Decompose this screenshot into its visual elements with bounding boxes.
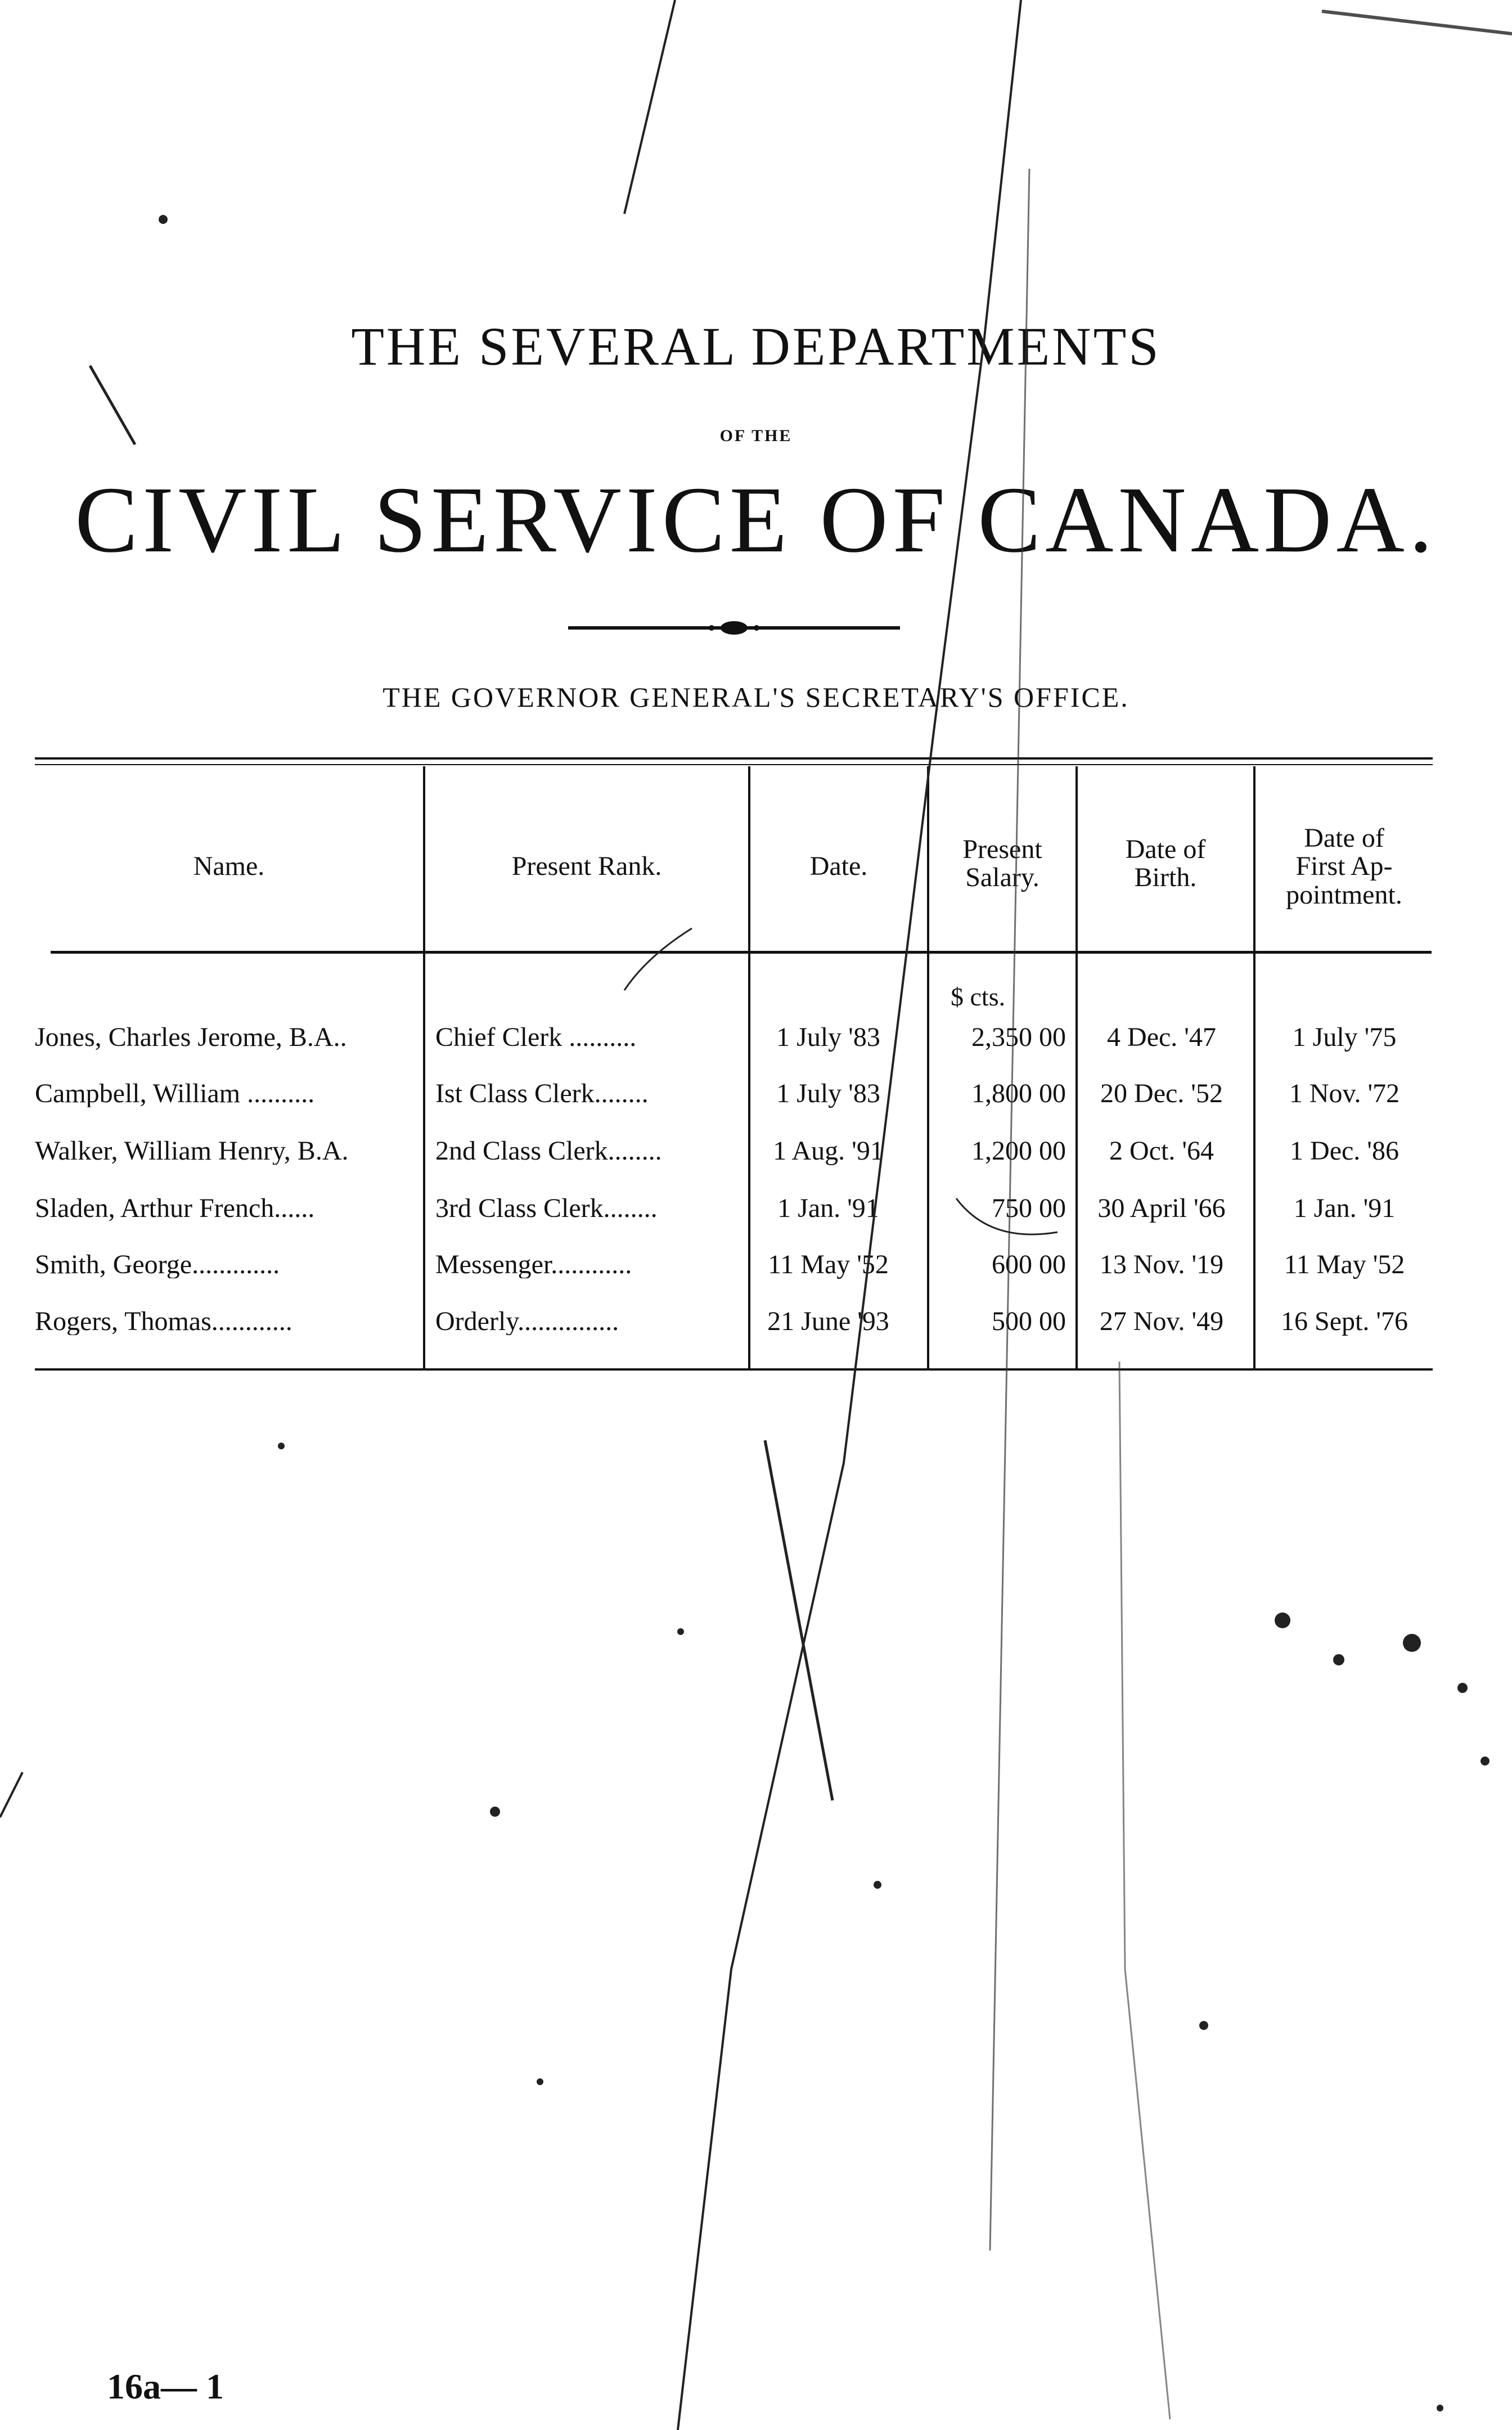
cell-first-appointment: 1 Nov. '72	[1289, 1079, 1400, 1108]
table-top-rule-2	[35, 764, 1433, 765]
cell-date: 11 May '52	[768, 1250, 889, 1279]
cell-rank: 2nd Class Clerk........	[435, 1138, 662, 1165]
cell-rank: Orderly...............	[435, 1308, 619, 1335]
header-first-line3: pointment.	[1286, 879, 1402, 910]
header-date: Date.	[809, 851, 868, 881]
cell-first-appointment: 1 Jan. '91	[1293, 1193, 1396, 1223]
cell-birth: 13 Nov. '19	[1099, 1250, 1224, 1279]
cell-date: 1 July '83	[776, 1079, 880, 1108]
table-bottom-rule	[35, 1368, 1433, 1371]
cell-name: Sladen, Arthur French......	[35, 1195, 315, 1222]
cell-birth: 30 April '66	[1097, 1193, 1226, 1223]
cell-rank: Messenger............	[435, 1251, 632, 1278]
cell-first-appointment: 1 Dec. '86	[1290, 1136, 1399, 1166]
cell-salary: 1,800 00	[971, 1079, 1066, 1108]
cell-name: Walker, William Henry, B.A.	[35, 1138, 349, 1165]
header-first-line2: First Ap-	[1295, 851, 1393, 882]
cell-birth: 4 Dec. '47	[1107, 1022, 1216, 1052]
cell-name: Rogers, Thomas............	[35, 1308, 292, 1335]
cell-salary: 600 00	[992, 1250, 1066, 1279]
cell-date: 21 June '93	[767, 1306, 889, 1336]
cell-first-appointment: 11 May '52	[1284, 1250, 1405, 1279]
office-heading: THE GOVERNOR GENERAL'S SECRETARY'S OFFICE.	[382, 681, 1130, 713]
cell-date: 1 Jan. '91	[777, 1193, 879, 1223]
header-birth	[1078, 836, 1253, 892]
header-name: Name.	[193, 851, 265, 881]
cell-date: 1 Aug. '91	[773, 1136, 884, 1166]
document-subtitle: CIVIL SERVICE OF CANADA.	[75, 468, 1437, 572]
header-first-appointment	[1256, 824, 1433, 909]
cell-birth: 27 Nov. '49	[1099, 1306, 1224, 1336]
cell-salary: 750 00	[992, 1193, 1066, 1223]
title-connector: OF THE	[719, 426, 793, 445]
cell-name: Smith, George.............	[35, 1251, 280, 1278]
cell-birth: 2 Oct. '64	[1109, 1136, 1214, 1166]
cell-name: Jones, Charles Jerome, B.A..	[35, 1024, 347, 1051]
header-underline	[51, 951, 1432, 954]
cell-name: Campbell, William ..........	[35, 1080, 315, 1107]
ornament-divider	[568, 617, 900, 639]
cell-birth: 20 Dec. '52	[1100, 1079, 1223, 1108]
document-title: THE SEVERAL DEPARTMENTS	[351, 316, 1161, 376]
cell-rank: 3rd Class Clerk........	[435, 1195, 658, 1222]
header-salary-line1: Present	[962, 834, 1042, 864]
page-reference: 16a— 1	[107, 2366, 224, 2406]
header-rank: Present Rank.	[511, 851, 662, 881]
header-birth-line1: Date of	[1125, 834, 1206, 864]
cell-salary: 500 00	[992, 1306, 1066, 1336]
salary-units: $ cts.	[951, 982, 1006, 1011]
cell-rank: Chief Clerk ..........	[435, 1024, 637, 1051]
cell-date: 1 July '83	[776, 1022, 880, 1052]
cell-salary: 1,200 00	[971, 1136, 1066, 1166]
cell-rank: Ist Class Clerk........	[435, 1080, 649, 1107]
header-salary-line2: Salary.	[965, 863, 1040, 893]
header-first-line1: Date of	[1304, 823, 1384, 853]
header-birth-line2: Birth.	[1134, 863, 1197, 893]
cell-first-appointment: 1 July '75	[1292, 1022, 1397, 1052]
table-top-rule	[35, 757, 1433, 760]
cell-first-appointment: 16 Sept. '76	[1281, 1306, 1408, 1336]
cell-salary: 2,350 00	[971, 1022, 1066, 1052]
header-salary	[929, 836, 1076, 892]
